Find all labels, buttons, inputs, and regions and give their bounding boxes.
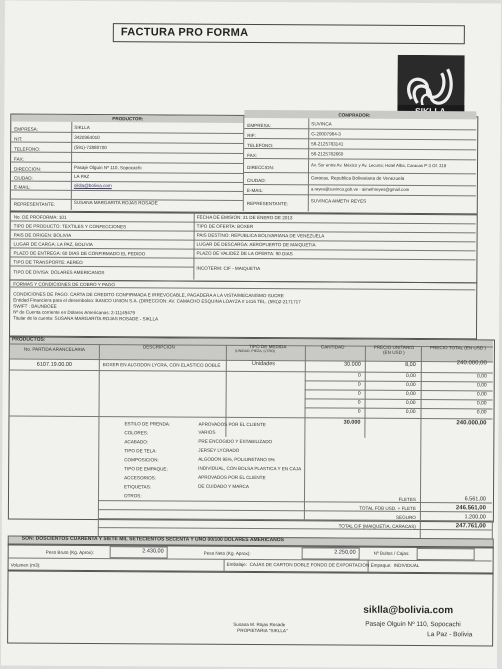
spec-label: ESTILO DE PRENDA: bbox=[124, 421, 171, 427]
signer-name: Susana M. Rojas Rosade bbox=[233, 621, 286, 628]
spec-value: PRE ENCOGIDO Y ESTABILIZADO bbox=[198, 438, 273, 445]
producer-label: EMPRESA: bbox=[14, 126, 39, 132]
payment-line: CONDICIONES DE PAGO: CARTA DE CREDITO CONFIRMADA E IRREVOCABLE, PAGADERA A LA VISTA/MECANISMO SUCRE bbox=[13, 291, 284, 299]
row-unit-price: 8,00 bbox=[405, 361, 416, 369]
boxes-label: Nº Bultos / Cajas: bbox=[373, 550, 410, 556]
buyer-label: TELEFONO: bbox=[247, 142, 274, 149]
producer-label: NIT: bbox=[14, 136, 23, 142]
producer-label: REPRESENTANTE: bbox=[13, 201, 56, 207]
net-weight-label: Peso Neto (Kg. Aprox): bbox=[203, 550, 251, 557]
buyer-value: 58-2125783141 bbox=[311, 141, 344, 147]
footer-city: La Paz - Bolivia bbox=[427, 631, 473, 639]
package-value: INDIVIDUAL bbox=[393, 562, 420, 569]
buyer-label: REPRESENTANTE: bbox=[246, 200, 289, 207]
delivery-term: PLAZO DE ENTREGA: 60 DIAS DE CONFIRMADO EL PEDIDO bbox=[13, 250, 146, 257]
col-measure: TIPO DE MEDIDA bbox=[248, 343, 287, 350]
cif-value: 247.761,00 bbox=[455, 523, 486, 530]
buyer-email-link[interactable]: a.reyes@suvinca.gob.ve - aimethreyes@gmail.com bbox=[310, 186, 410, 192]
buyer-value: Caracas, Republica Bolivariana de Venezuela bbox=[310, 175, 405, 181]
payment-line: Titular de la cuenta: SUSANA MARGARITA ROJAS ROSADE - SIKLLA bbox=[13, 315, 159, 322]
packing-value: CAJAS DE CARTON DOBLE FONDO DE EXPORTACION bbox=[249, 561, 370, 568]
spec-value: VARIOS bbox=[198, 429, 216, 435]
footer-email[interactable]: siklla@bolivia.com bbox=[363, 604, 454, 617]
insurance-value: 1.200,00 bbox=[464, 514, 486, 521]
fob-value: 246.561,00 bbox=[455, 505, 486, 512]
siklla-logo bbox=[397, 55, 464, 117]
spec-quantity: 30.000 bbox=[343, 419, 361, 426]
package-label: Empaque: bbox=[370, 562, 392, 568]
payment-line: SWIFT : BAUNBOEE bbox=[13, 303, 57, 309]
incoterm: INCOTERM: CIF - MAIQUETIA bbox=[196, 265, 261, 272]
buyer-value: SUVINCA bbox=[311, 121, 332, 127]
row-unit-price: 0,00 bbox=[405, 372, 416, 380]
origin-country: PAIS DE ORIGEN: BOLIVIA bbox=[13, 232, 72, 238]
producer-email-link[interactable]: siklla@bolivia.com bbox=[73, 182, 112, 189]
producer-label: CIUDAD: bbox=[13, 175, 33, 181]
row-unit-price: 0,00 bbox=[405, 381, 416, 389]
producer-value: SIKLLA bbox=[74, 124, 90, 131]
currency-type: TIPO DE DIVISA: DOLARES AMERICANOS bbox=[13, 269, 105, 276]
spec-label: ACCESORIOS: bbox=[124, 475, 157, 481]
producer-label: FAX: bbox=[14, 156, 25, 162]
spec-label: ACABADO: bbox=[124, 439, 149, 445]
fob-label: TOTAL FOB USD. + FLETE bbox=[359, 505, 416, 512]
product-type: TIPO DE PRODUCTO: TEXTILES Y CONFECCIONES bbox=[13, 223, 127, 230]
issue-date: FECHA DE EMISION: 31 DE ENERO DE 2013 bbox=[196, 214, 293, 221]
insurance-label: SEGURO bbox=[395, 514, 416, 521]
buyer-label: EMPRESA: bbox=[247, 122, 272, 129]
buyer-label: FAX: bbox=[247, 152, 258, 159]
offer-validity: PLAZO DE VALIDEZ DE LA OFERTA: 90 DIAS bbox=[196, 250, 293, 257]
producer-value: LA PAZ bbox=[73, 173, 90, 180]
producer-label: TELEFONO: bbox=[14, 146, 41, 152]
buyer-value: 58-2125782660 bbox=[311, 151, 344, 157]
producer-header: PRODUCTOR: bbox=[112, 116, 144, 122]
boxes-field bbox=[417, 548, 475, 560]
buyer-value: SUVINCA AIMETH REYES bbox=[310, 198, 367, 204]
row-tariff-code: 6107.19.00.00 bbox=[36, 361, 73, 368]
row-total: 0,00 bbox=[476, 409, 487, 416]
payment-header: FORMAS Y CONDICIONES DE COBRO Y PAGO bbox=[13, 281, 116, 288]
cif-label: TOTAL CIF (MAIQUETIA, CARACAS) bbox=[338, 523, 416, 530]
freight-label: FLETES bbox=[398, 496, 417, 503]
spec-value: DE CUIDADO Y MARCA bbox=[198, 483, 249, 489]
row-quantity: 0 bbox=[357, 408, 361, 415]
freight-value: 6.561,00 bbox=[464, 496, 487, 503]
row-measure: Unidades bbox=[251, 361, 276, 368]
col-unit-price: PRECIO UNITARIO (EN USD ) bbox=[373, 344, 415, 355]
gross-weight-label: Peso Bruto (Kg. Aprox): bbox=[45, 549, 94, 556]
row-unit-price: 0,00 bbox=[405, 399, 416, 407]
spec-value: ALGODON 95%, POLIURETANO 5% bbox=[198, 456, 275, 463]
spec-label: COLORES: bbox=[124, 430, 149, 436]
buyer-label: E-MAIL: bbox=[246, 187, 264, 194]
col-measure-sub: (UNIDAD, PIEZA, LITRO) bbox=[234, 348, 275, 354]
row-total: 0,00 bbox=[476, 391, 487, 398]
producer-value: SUSANA MARGARITA ROJAS ROSADE bbox=[73, 199, 158, 206]
page-title: FACTURA PRO FORMA bbox=[120, 26, 249, 39]
spec-label: TIPO DE EMPAQUE: bbox=[124, 466, 168, 472]
buyer-label: DIRECCION: bbox=[247, 164, 275, 171]
payment-line: Nº de Cuenta corriente en Dolares Americanos: 2-11149479 bbox=[13, 309, 135, 316]
row-quantity: 0 bbox=[357, 372, 361, 379]
spec-label: ETIQUETAS: bbox=[124, 484, 152, 490]
producer-value: 3420364010 bbox=[74, 134, 100, 141]
buyer-header: COMPRADOR: bbox=[338, 112, 371, 118]
spec-value: APROVADOS POR EL CLIENTE bbox=[198, 421, 266, 428]
row-total: 0,00 bbox=[476, 373, 487, 380]
spec-label: OTROS: bbox=[123, 493, 142, 499]
footer-address: Pasaje Olguin Nº 110, Sopocachi bbox=[365, 620, 461, 629]
buyer-value: Av. Sur entre Av. México y Av. Lecuna; Hotel Alba, Caracas P-3 Of. 318 bbox=[311, 162, 447, 169]
buyer-label: RIF: bbox=[247, 132, 256, 139]
row-total: 0,00 bbox=[476, 400, 487, 407]
col-quantity: CANTIDAD bbox=[320, 344, 345, 350]
net-weight-value: 2.250,00 bbox=[334, 549, 356, 556]
unloading-place: LUGAR DE DESCARGA: AEROPUERTO DE MAIQUETIA bbox=[196, 241, 316, 248]
row-quantity: 0 bbox=[357, 399, 361, 406]
row-quantity: 0 bbox=[357, 381, 361, 388]
row-unit-price: 0,00 bbox=[405, 390, 416, 398]
packing-label: Embalaje: bbox=[226, 561, 248, 567]
signer-role: PROPIETARIA "SIKLLA" bbox=[237, 627, 288, 634]
row-unit-price: 0,00 bbox=[405, 408, 416, 416]
row-quantity: 0 bbox=[357, 390, 361, 397]
spec-label: COMPOSICION: bbox=[124, 457, 159, 463]
row-description: BOXER EN ALGODON LYCRA, CON ELASTICO DOBLE bbox=[102, 362, 221, 368]
producer-label: DIRECCION: bbox=[13, 166, 42, 172]
spec-value: APROVADOS POR EL CLIENTE bbox=[198, 474, 266, 481]
buyer-value: G-20007984-3 bbox=[311, 131, 341, 137]
spec-value: INDIVIDUAL, CON BOLSA PLASTICA Y EN CAJA bbox=[198, 465, 302, 472]
producer-label: E-MAIL: bbox=[13, 184, 31, 190]
spec-label: TIPO DE TELA: bbox=[124, 448, 157, 454]
amount-words: SON: DOSCIENTOS CUARENTA Y SIETE MIL SETECIENTOS SECENTA Y UNO 00/100 DOLARES AMERICANOS bbox=[21, 535, 285, 544]
volume-label: Volumen (m3): bbox=[10, 562, 41, 568]
col-total-price: PRECIO TOTAL (EN USD ) bbox=[429, 345, 486, 351]
transport-type: TIPO DE TRANSPORTE: AEREO bbox=[13, 259, 83, 265]
loading-place: LUGAR DE CARGA: LA PAZ, BOLIVIA bbox=[13, 241, 93, 248]
buyer-label: CIUDAD: bbox=[246, 177, 266, 184]
gross-weight-value: 2.430,00 bbox=[142, 548, 164, 555]
col-tariff-code: No. PARTIDA ARANCELARIA bbox=[23, 346, 86, 352]
offer-type: TIPO DE OFERTA: BOXER bbox=[196, 223, 254, 230]
payment-line: Entidad Financiera para el desembolso: BANCO UNION S.A. (DIRECCION: AV. CAMACHO ESQUINA LOAYZA # 1416 TEL. (591)2-2171717 bbox=[13, 297, 301, 305]
proforma-number: No. DE PROFORMA: 101 bbox=[13, 214, 67, 220]
spec-total: 240.000,00 bbox=[456, 420, 487, 427]
producer-value: (591)-72880700 bbox=[74, 144, 107, 151]
products-header: PRODUCTOS: bbox=[11, 336, 46, 343]
spec-value: JERSEY LYCRADO bbox=[198, 447, 240, 453]
row-quantity: 30.000 bbox=[343, 361, 361, 368]
destination-country: PAIS DESTINO: REPUBLICA BOLIVARIANA DE VENEZUELA bbox=[196, 232, 325, 239]
producer-value: Pasaje Olguin Nº 110, Sopocachi bbox=[74, 164, 142, 171]
col-description: DESCRIPCION bbox=[142, 344, 175, 350]
row-total: 240.000,00 bbox=[456, 360, 487, 367]
row-total: 0,00 bbox=[476, 382, 487, 389]
invoice-sheet bbox=[1, 0, 501, 668]
